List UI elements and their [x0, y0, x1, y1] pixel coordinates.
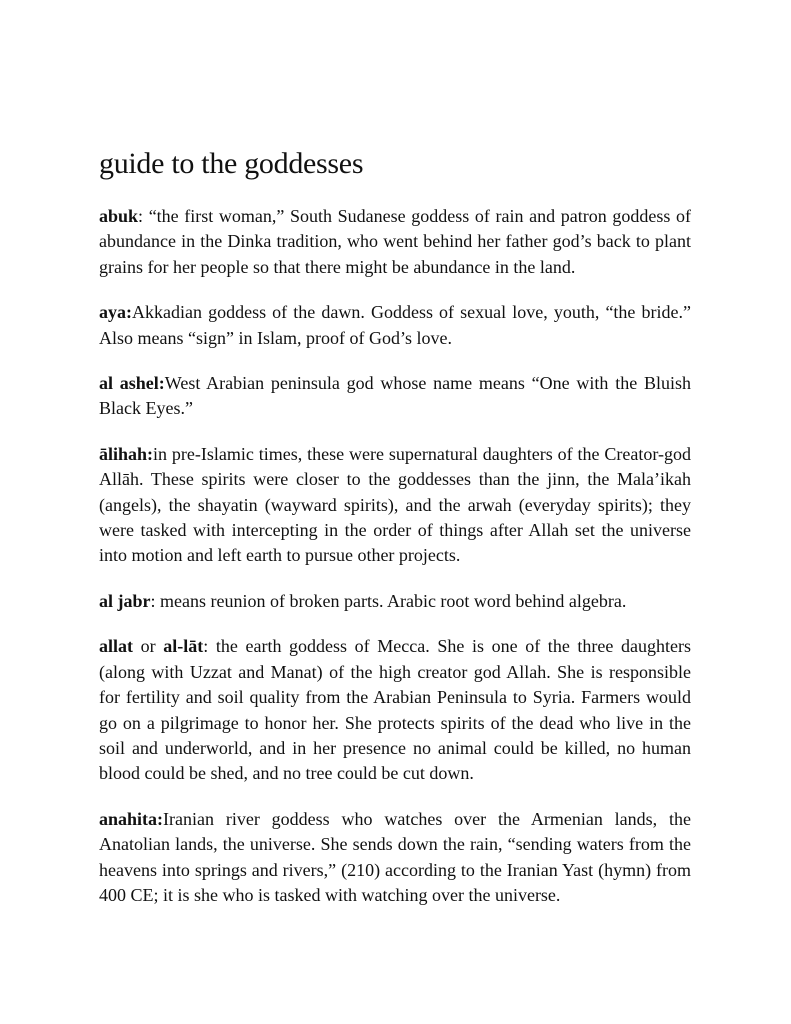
entry-definition: West Arabian peninsula god whose name means “One with the Bluish Black Eyes.”: [99, 373, 691, 419]
entry-al-ashel: [99, 371, 691, 422]
entry-allat: [99, 634, 691, 786]
entry-definition: “the first woman,” South Sudanese goddess of rain and patron goddess of abundance in the Dinka tradition, who went behind her father god’s back to plant grains for her people so that there might be abundance in the land.: [99, 206, 691, 277]
entry-al-jabr: [99, 589, 691, 614]
entry-term: anahita:: [99, 808, 164, 829]
entry-definition: the earth goddess of Mecca. She is one of the three daughters (along with Uzzat and Manat) of the high creator god Allah. She is responsible for fertility and soil quality from the Arabian Peninsula to Syria. Farmers would go on a pilgrimage to honor her. She protects spirits of the dead who live in the soil and underworld, and in her presence no animal could be killed, no human blood could be shed, and no tree could be cut down.: [99, 636, 691, 784]
entry-alihah: [99, 442, 691, 569]
entry-anahita: [99, 807, 691, 909]
entry-term: al jabr: [99, 590, 151, 611]
entry-term: allat: [99, 636, 133, 657]
entry-definition: means reunion of broken parts. Arabic root word behind algebra.: [160, 590, 627, 611]
entry-aya: [99, 300, 691, 351]
entry-definition: Iranian river goddess who watches over the Armenian lands, the Anatolian lands, the universe. She sends down the rain, “sending waters from the heavens into springs and rivers,” (210) according to the Iranian Yast (hymn) from 400 CE; it is she who is tasked with watching over the universe.: [99, 808, 691, 905]
entry-definition: in pre-Islamic times, these were supernatural daughters of the Creator-god Allāh. These spirits were closer to the goddesses than the jinn, the Mala’ikah (angels), the shayatin (wayward spirits), and the arwah (everyday spirits); they were tasked with intercepting in the order of things after Allah set the universe into motion and left earth to pursue other projects.: [99, 443, 691, 566]
entry-separator: :: [150, 590, 161, 611]
entry-term: abuk: [99, 206, 139, 226]
document-page: [99, 146, 691, 928]
entry-definition: Akkadian goddess of the dawn. Goddess of sexual love, youth, “the bride.” Also means “sign” in Islam, proof of God’s love.: [99, 302, 691, 348]
entry-term-alternate: al-lāt: [163, 636, 204, 657]
entry-abuk: [99, 204, 691, 280]
entry-connector: or: [133, 636, 164, 657]
entry-term: aya:: [99, 302, 132, 323]
entry-term: al ashel:: [99, 373, 165, 394]
entry-separator: :: [138, 206, 149, 226]
entry-term: ālihah:: [99, 443, 154, 464]
page-title: guide to the goddesses: [99, 147, 364, 180]
entry-separator: :: [203, 636, 216, 657]
